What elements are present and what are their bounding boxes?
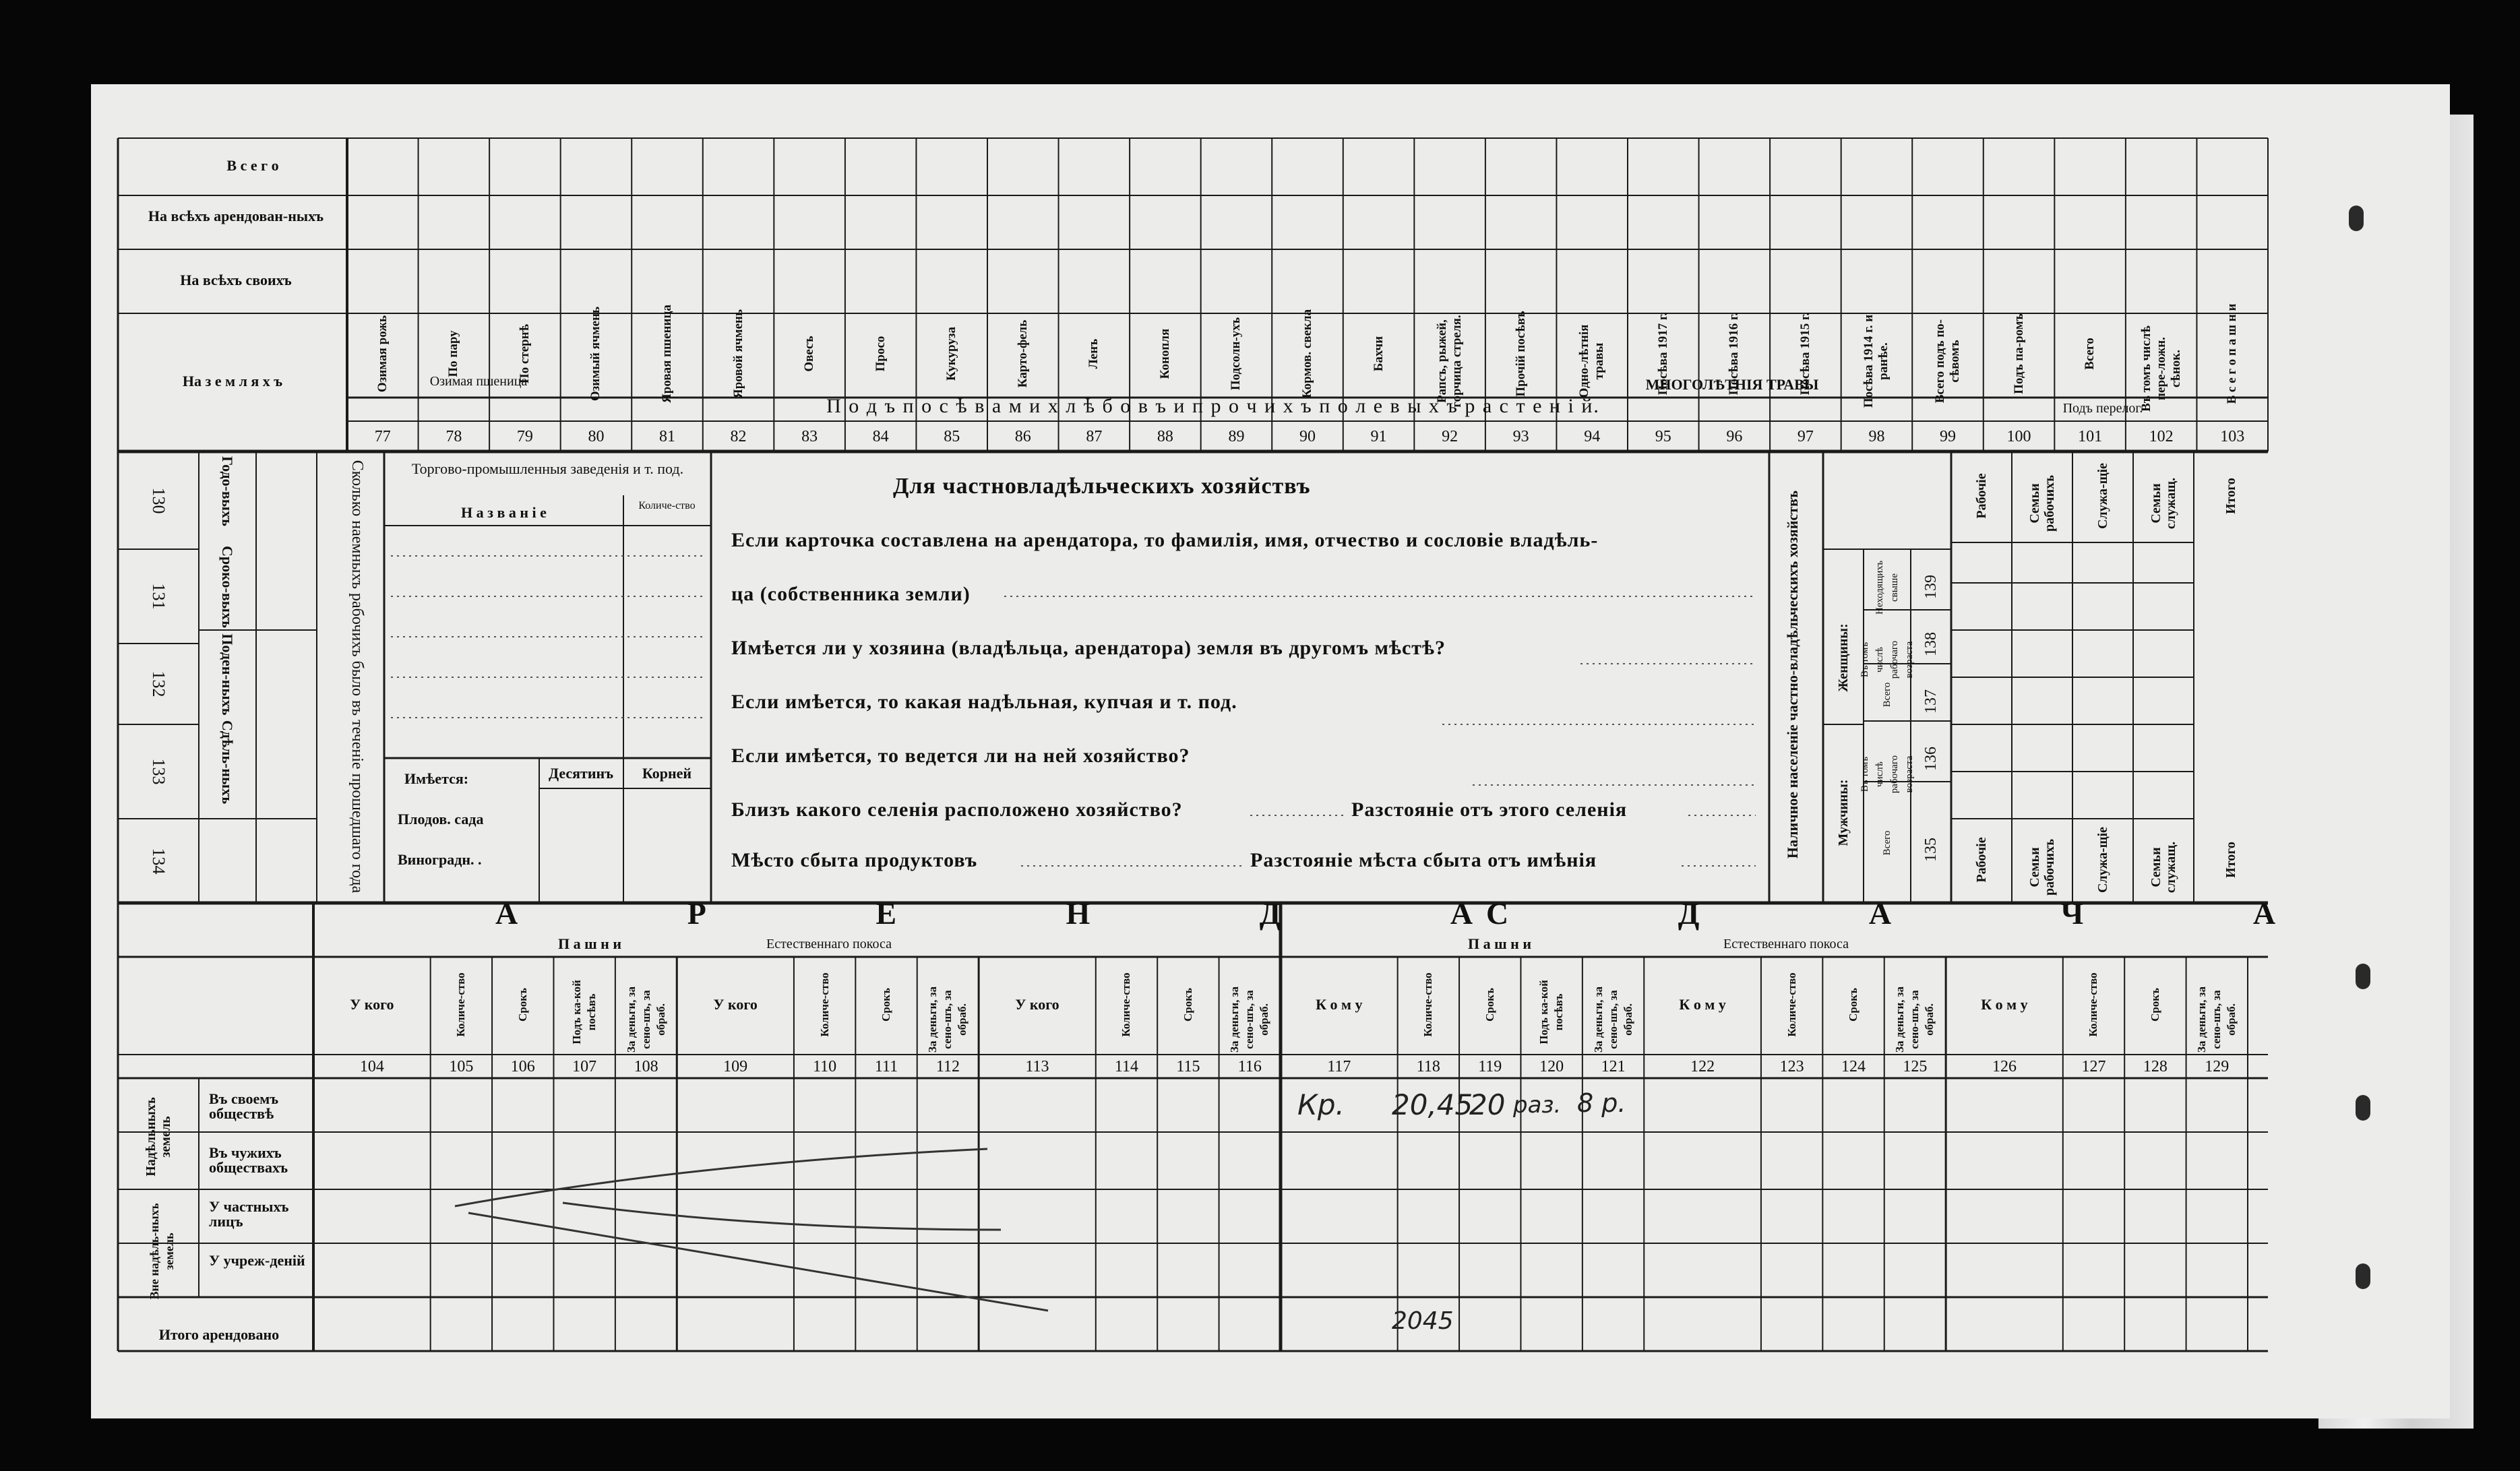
crop-number-80: 80: [588, 428, 605, 445]
crop-number-102: 102: [2149, 428, 2174, 445]
not-working-label: Неходящихъ свыше: [1874, 560, 1900, 615]
crop-number-90: 90: [1299, 428, 1316, 445]
crop-number-88: 88: [1157, 428, 1173, 445]
pashni-sdacha: П а ш н и: [1467, 935, 1532, 952]
crop-header-88: Конопля: [1157, 328, 1172, 379]
staff-col-top-4: Итого: [2223, 478, 2238, 514]
worker-col-label-131: Сроко-выхъ: [219, 546, 236, 628]
women-working-age-label: Въ томъ числѣ рабочаго возраста: [1860, 640, 1915, 679]
staff-col-top-3: Семьи служащ.: [2149, 477, 2178, 530]
staff-col-bot-4: Итого: [2223, 842, 2238, 878]
sdacha-title: С Д А Ч А: [1486, 896, 2357, 931]
trade-title: Торгово-промышленныя заведенія и т. под.: [411, 460, 684, 477]
lease-number-116: 116: [1237, 1058, 1262, 1075]
crop-number-89: 89: [1228, 428, 1245, 445]
lease-number-113: 113: [1025, 1058, 1049, 1075]
crop-number-78: 78: [445, 428, 462, 445]
lease-number-109: 109: [723, 1058, 748, 1075]
punch-hole: [2349, 206, 2364, 231]
korney-header: Корней: [642, 765, 692, 782]
lease-number-107: 107: [572, 1058, 597, 1075]
lease-number-121: 121: [1601, 1058, 1626, 1075]
women-label: Женщины:: [1836, 623, 1851, 692]
punch-hole: [2356, 964, 2370, 989]
lease-number-110: 110: [813, 1058, 837, 1075]
row-label-own: На всѣхъ своихъ: [180, 272, 292, 288]
worker-col-number-133: 133: [149, 758, 168, 785]
crop-header-90: Кормов. свекла: [1300, 309, 1314, 399]
crop-number-95: 95: [1655, 428, 1671, 445]
worker-col-number-134: 134: [149, 848, 168, 874]
crop-header-96: Посѣва 1916 г.: [1727, 312, 1742, 396]
row-private: У частныхъ лицъ: [209, 1198, 289, 1230]
lease-number-111: 111: [874, 1058, 898, 1075]
crop-header-91: Бахчи: [1371, 336, 1386, 372]
perennial-label: МНОГОЛѢТНІЯ ТРАВЫ: [1645, 376, 1819, 393]
row-total-leased: Итого арендовано: [158, 1326, 280, 1343]
row-label-total: В с е г о: [226, 157, 279, 174]
lease-header-124: Срокъ: [1847, 988, 1860, 1022]
pokos-arenda: Естественнаго покоса: [766, 937, 892, 951]
question-other-land: Имѣется ли у хозяина (владѣльца, арендатора) земля въ другомъ мѣстѣ?: [731, 637, 1446, 659]
crop-header-78: По пару: [446, 330, 461, 377]
crop-number-82: 82: [730, 428, 747, 445]
ozim-wheat-label: Озимая пшеница: [429, 374, 528, 389]
hired-workers-label: Сколько наемныхъ рабочихъ было въ теченіе прошедшаго года: [348, 460, 366, 894]
crop-header-99: Всего подъ по-сѣвомъ: [1933, 319, 1962, 404]
lease-number-122: 122: [1690, 1058, 1715, 1075]
crop-header-97: Посѣва 1915 г.: [1797, 312, 1812, 396]
hand-oplata: 8 р.: [1577, 1088, 1626, 1118]
crop-number-77: 77: [374, 428, 391, 445]
lease-header-105: Количе-ство: [454, 972, 468, 1037]
question-owner-cont: ца (собственника земли): [731, 583, 971, 605]
hand-komu: Кр.: [1297, 1088, 1345, 1121]
lease-number-115: 115: [1176, 1058, 1200, 1075]
crop-header-86: Карто-фель: [1015, 319, 1030, 388]
has-label: Имѣется:: [404, 770, 469, 787]
punch-hole: [2356, 1095, 2370, 1121]
lease-header-119: Срокъ: [1483, 988, 1496, 1022]
question-village: Близъ какого селенія расположено хозяйство?: [731, 799, 1183, 821]
lease-number-112: 112: [935, 1058, 960, 1075]
crop-number-85: 85: [944, 428, 960, 445]
lease-header-110: Количе-ство: [818, 972, 831, 1037]
lease-header-114: Количе-ство: [1119, 972, 1133, 1037]
men-label: Мужчины:: [1836, 779, 1851, 846]
census-card: [91, 84, 2450, 1418]
crops-banner: П о д ъ п о с ѣ в а м и х л ѣ б о в ъ и п р о ч и х ъ п о л е в ы х ъ р а с т е н і й.: [826, 395, 1600, 417]
staff-col-bot-2: Служа-щіе: [2095, 827, 2110, 893]
crop-number-100: 100: [2006, 428, 2031, 445]
crop-number-99: 99: [1940, 428, 1956, 445]
population-label: Наличное населеніе частно-владѣльческихъ хозяйствъ: [1784, 490, 1801, 859]
trade-name-header: Н а з в а н і е: [461, 504, 547, 521]
lease-number-104: 104: [359, 1058, 384, 1075]
question-market-distance: Разстояніе мѣста сбыта отъ имѣнія: [1250, 849, 1597, 871]
lease-number-114: 114: [1114, 1058, 1139, 1075]
trade-qty-header: Количе-ство: [638, 500, 696, 511]
question-farming: Если имѣется, то ведется ли на ней хозяйство?: [731, 745, 1190, 767]
population-col-137: 137: [1922, 689, 1940, 714]
crop-header-81: Яровая пшеница: [660, 305, 674, 403]
lease-header-120: Подъ ка-кой посѣвъ: [1537, 980, 1566, 1044]
vineyard-label: Виноградн. .: [398, 851, 482, 868]
lease-header-121: За деньги, за сено-шъ, за обраб.: [1591, 987, 1634, 1053]
crop-header-82: Яровой ячмень: [731, 309, 745, 399]
lease-header-113: У кого: [1015, 996, 1059, 1013]
private-farms-title: Для частновладѣльческихъ хозяйствъ: [893, 474, 1311, 499]
row-institutions: У учреж-деній: [209, 1252, 305, 1269]
lease-number-119: 119: [1478, 1058, 1502, 1075]
lease-number-105: 105: [449, 1058, 474, 1075]
question-market: Мѣсто сбыта продуктовъ: [731, 849, 978, 871]
punch-hole: [2356, 1263, 2370, 1289]
crop-number-83: 83: [801, 428, 818, 445]
lease-header-118: Количе-ство: [1421, 972, 1435, 1037]
population-col-139: 139: [1922, 575, 1940, 599]
row-other-community: Въ чужихъ обществахъ: [209, 1144, 288, 1176]
worker-col-number-131: 131: [149, 583, 168, 610]
staff-col-top-2: Служа-щіе: [2095, 463, 2110, 529]
lease-header-111: Срокъ: [880, 988, 893, 1022]
lease-number-125: 125: [1903, 1058, 1928, 1075]
lease-header-122: К о м у: [1679, 996, 1726, 1013]
desyatin-header: Десятинъ: [548, 765, 614, 782]
men-total-label: Всего: [1882, 830, 1893, 856]
staff-col-bot-0: Рабочіе: [1974, 837, 1989, 883]
crop-header-98: Посѣва 1914 г. и ранѣе.: [1862, 314, 1891, 408]
crop-header-84: Просо: [873, 336, 888, 372]
lease-header-116: За деньги, за сено-шъ, за обраб.: [1228, 987, 1271, 1053]
population-col-135: 135: [1922, 838, 1940, 862]
row-label-lands: На з е м л я х ъ: [182, 373, 283, 389]
lease-number-117: 117: [1327, 1058, 1351, 1075]
population-col-138: 138: [1922, 632, 1940, 656]
question-land-type: Если имѣется, то какая надѣльная, купчая и т. под.: [731, 691, 1237, 713]
staff-col-bot-3: Семьи служащ.: [2149, 841, 2178, 894]
question-village-distance: Разстояніе отъ этого селенія: [1351, 799, 1628, 821]
staff-col-top-1: Семьи рабочихъ: [2027, 474, 2057, 532]
hand-total: 2045: [1392, 1307, 1454, 1335]
population-col-136: 136: [1922, 747, 1940, 771]
lease-header-117: К о м у: [1316, 996, 1363, 1013]
crop-number-97: 97: [1797, 428, 1814, 445]
crop-number-87: 87: [1086, 428, 1103, 445]
lease-number-123: 123: [1779, 1058, 1804, 1075]
crop-header-87: Ленъ: [1086, 338, 1101, 369]
hand-srok: 20: [1469, 1088, 1506, 1121]
lease-number-127: 127: [2081, 1058, 2106, 1075]
lease-header-107: Подъ ка-кой посѣвъ: [570, 980, 598, 1044]
lease-number-106: 106: [510, 1058, 535, 1075]
crop-header-93: Прочій посѣвъ: [1513, 311, 1528, 397]
crop-header-92: Рапсъ, рыжей, горчица стреля.: [1435, 315, 1465, 408]
lease-number-128: 128: [2143, 1058, 2168, 1075]
crop-header-100: Подъ па-ромъ: [2011, 313, 2026, 394]
pashni-arenda: П а ш н и: [557, 935, 622, 952]
crop-header-77: Озимая рожь: [375, 315, 390, 393]
form-grid: [91, 84, 2450, 1418]
lease-header-123: Количе-ство: [1785, 972, 1798, 1037]
lease-header-129: За деньги, за сено-шъ, за обраб.: [2195, 987, 2238, 1053]
perelog-label: Подъ перелог.: [2062, 401, 2143, 416]
garden-label: Плодов. сада: [398, 811, 484, 827]
crop-number-84: 84: [872, 428, 889, 445]
lease-header-126: К о м у: [1981, 996, 2028, 1013]
crop-number-103: 103: [2220, 428, 2245, 445]
lease-header-127: Количе-ство: [2087, 972, 2100, 1037]
lease-number-118: 118: [1416, 1058, 1440, 1075]
lease-header-128: Срокъ: [2148, 988, 2161, 1022]
hand-qty: 20,45: [1392, 1088, 1473, 1121]
row-label-leased: На всѣхъ арендован-ныхъ: [148, 208, 324, 224]
crop-header-94: Одно-лѣтнія травы: [1577, 324, 1607, 398]
crop-number-96: 96: [1726, 428, 1743, 445]
lease-header-112: За деньги, за сено-шъ, за обраб.: [926, 987, 969, 1053]
crop-header-89: Подсолн-ухъ: [1229, 317, 1243, 391]
worker-col-label-132: Поден-ныхъ: [219, 633, 236, 716]
crop-number-94: 94: [1584, 428, 1601, 445]
women-total-label: Всего: [1882, 682, 1893, 708]
crop-number-81: 81: [659, 428, 675, 445]
crop-number-86: 86: [1014, 428, 1031, 445]
worker-col-label-133: Сдѣль-ныхъ: [219, 720, 236, 805]
staff-col-bot-1: Семьи рабочихъ: [2027, 838, 2057, 896]
lease-header-108: За деньги, за сено-шъ, за обраб.: [624, 987, 667, 1053]
crop-number-93: 93: [1512, 428, 1529, 445]
worker-col-number-130: 130: [149, 487, 168, 513]
crop-number-98: 98: [1868, 428, 1885, 445]
nadel-label: Надѣльныхъ земель: [144, 1097, 173, 1177]
crop-header-103: В с е г о п а ш н и: [2225, 303, 2240, 404]
crop-header-79: По стернѣ: [517, 323, 532, 384]
crop-number-101: 101: [2078, 428, 2103, 445]
lease-number-129: 129: [2205, 1058, 2230, 1075]
crop-header-80: Озимый ячмень: [588, 306, 603, 402]
crop-number-79: 79: [516, 428, 533, 445]
row-own-community: Въ своемъ обществѣ: [209, 1090, 279, 1122]
crop-header-85: Кукуруза: [944, 327, 959, 381]
lease-number-108: 108: [634, 1058, 658, 1075]
lease-header-104: У кого: [350, 996, 394, 1013]
hand-posev: раз.: [1513, 1092, 1562, 1119]
crop-header-102: Въ томъ числѣ пере-ложн. сѣнок.: [2139, 325, 2183, 412]
lease-header-115: Срокъ: [1181, 988, 1194, 1022]
men-working-age-label: Въ томъ числѣ рабочаго возраста: [1860, 755, 1915, 794]
crop-header-83: Овесъ: [802, 336, 817, 372]
lease-number-126: 126: [1992, 1058, 2017, 1075]
ne-nadel-label: Вне надѣль-ныхъ земель: [148, 1203, 176, 1300]
question-owner: Если карточка составлена на арендатора, то фамилія, имя, отчество и сословіе владѣль-: [731, 529, 1599, 551]
crop-header-101: Всего: [2083, 338, 2097, 370]
worker-col-number-132: 132: [149, 670, 168, 697]
lease-number-120: 120: [1539, 1058, 1564, 1075]
crop-number-92: 92: [1442, 428, 1458, 445]
crop-number-91: 91: [1370, 428, 1387, 445]
lease-header-109: У кого: [713, 996, 758, 1013]
staff-col-top-0: Рабочіе: [1974, 473, 1989, 519]
lease-number-124: 124: [1841, 1058, 1866, 1075]
arenda-title: А Р Е Н Д А: [495, 896, 1554, 931]
lease-header-125: За деньги, за сено-шъ, за обраб.: [1893, 987, 1936, 1053]
pokos-sdacha: Естественнаго покоса: [1723, 937, 1849, 951]
worker-col-label-130: Годо-выхъ: [219, 456, 236, 526]
crop-header-95: Посѣва 1917 г.: [1655, 312, 1670, 396]
lease-header-106: Срокъ: [516, 988, 529, 1022]
